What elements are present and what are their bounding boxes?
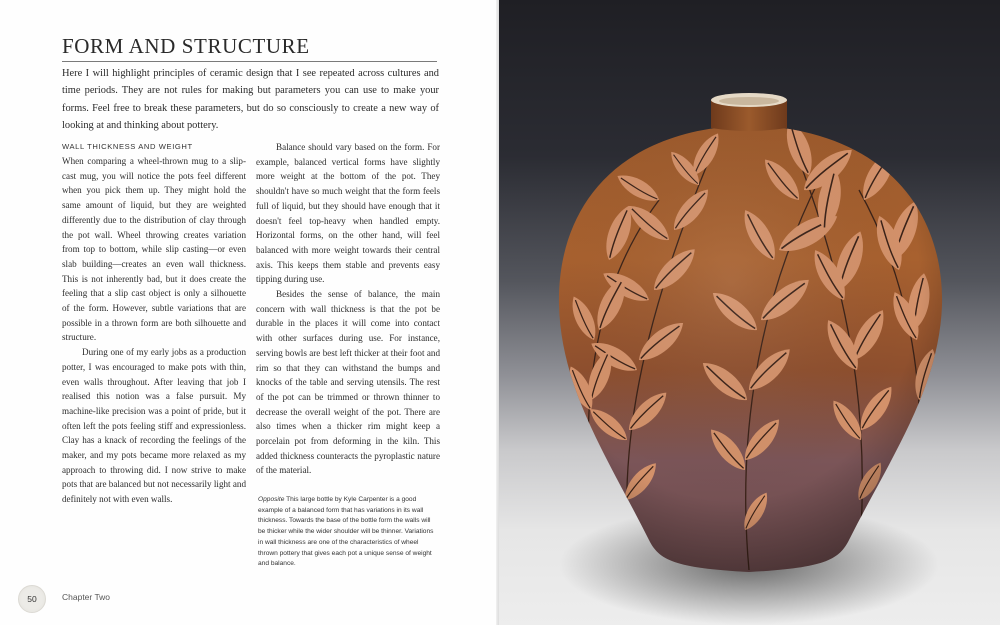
page-number: 50 [27,594,37,604]
body-paragraph: Besides the sense of balance, the main concern with wall thickness is that the pot be durable in the places it will come into contact with other surfaces during use. For instance, serving bowls are best left thicker at their foot and rim so that they can withstand the bumps and knocks of the table and serving utensils. The rest of the pot can be trimmed or thrown thinner to decrease the overall weight of the pot. There are also times when a thicker rim might keep a porcelain pot from deforming in the kiln. This added thickness counteracts the pyroplastic nature of the material. [256,289,440,476]
body-paragraph: During one of my early jobs as a production potter, I was encouraged to make pots with thin, even walls throughout. After leaving that job I realised this notion was a false pursuit. My machine-like precision was a point of pride, but it often left the pots feeling stiff and expressionless. Clay has a knack of recording the feelings of the maker, and my pots became more relaxed as my approach to throwing did. I now strive to make pots that are balanced but not necessarily light and definitely not with even walls. [62,347,246,505]
column-left [62,140,246,507]
chapter-label: Chapter Two [62,592,111,602]
vase-illustration [499,0,1000,625]
section-heading: WALL THICKNESS AND WEIGHT [62,142,193,151]
body-paragraph: When comparing a wheel-thrown mug to a slip-cast mug, you will notice the pots feel different when you pick them up. They might hold the same amount of liquid, but they are weighted differently due to the distribution of clay through the pot wall. Wheel throwing creates variation from top to bottom, while slip casting—or even slab building—creates an even wall thickness. This is not inherently bad, but it does create the feeling that a slip cast object is only a silhouette of the form. However, subtle variations that are possible in a thrown form are both silhouette and structure. [62,156,246,343]
vase-photo [499,0,1000,625]
vase-neck [711,93,787,131]
caption-lead: Opposite [258,496,285,503]
body-paragraph: Balance should vary based on the form. For example, balanced vertical forms have slightly more weight at the bottom of the pot. They shouldn't have so much weight that the form feels full of liquid, but they should have enough that it doesn't feel top-heavy when handled empty. Horizontal forms, on the other hand, will feel balanced with more weight towards their central axis. This keeps them stable and prevents easy tipping during use. [256,142,440,285]
column-right [256,140,440,478]
photo-caption [258,495,438,570]
caption-text: This large bottle by Kyle Carpenter is a good example of a balanced form that has variations in its wall thickness. Towards the base of the bottle form the walls will be thicker while the wider shoulder will be thinner. Variations in wall thickness are one of the characteristics of wheel thrown pottery that gives each pot a unique sense of weight and balance. [258,496,434,568]
page-number-badge [18,585,46,613]
title-rule [62,61,437,62]
intro-paragraph: Here I will highlight principles of ceramic design that I see repeated across cultures and time periods. They are not rules for making but parameters you can use to make your forms. Feel free to break these parameters, but do so consciously to create a new way of looking at and thinking about pottery. [62,68,439,132]
page-title: FORM AND STRUCTURE [62,34,310,58]
vase-body [559,117,942,572]
left-page [0,0,499,625]
